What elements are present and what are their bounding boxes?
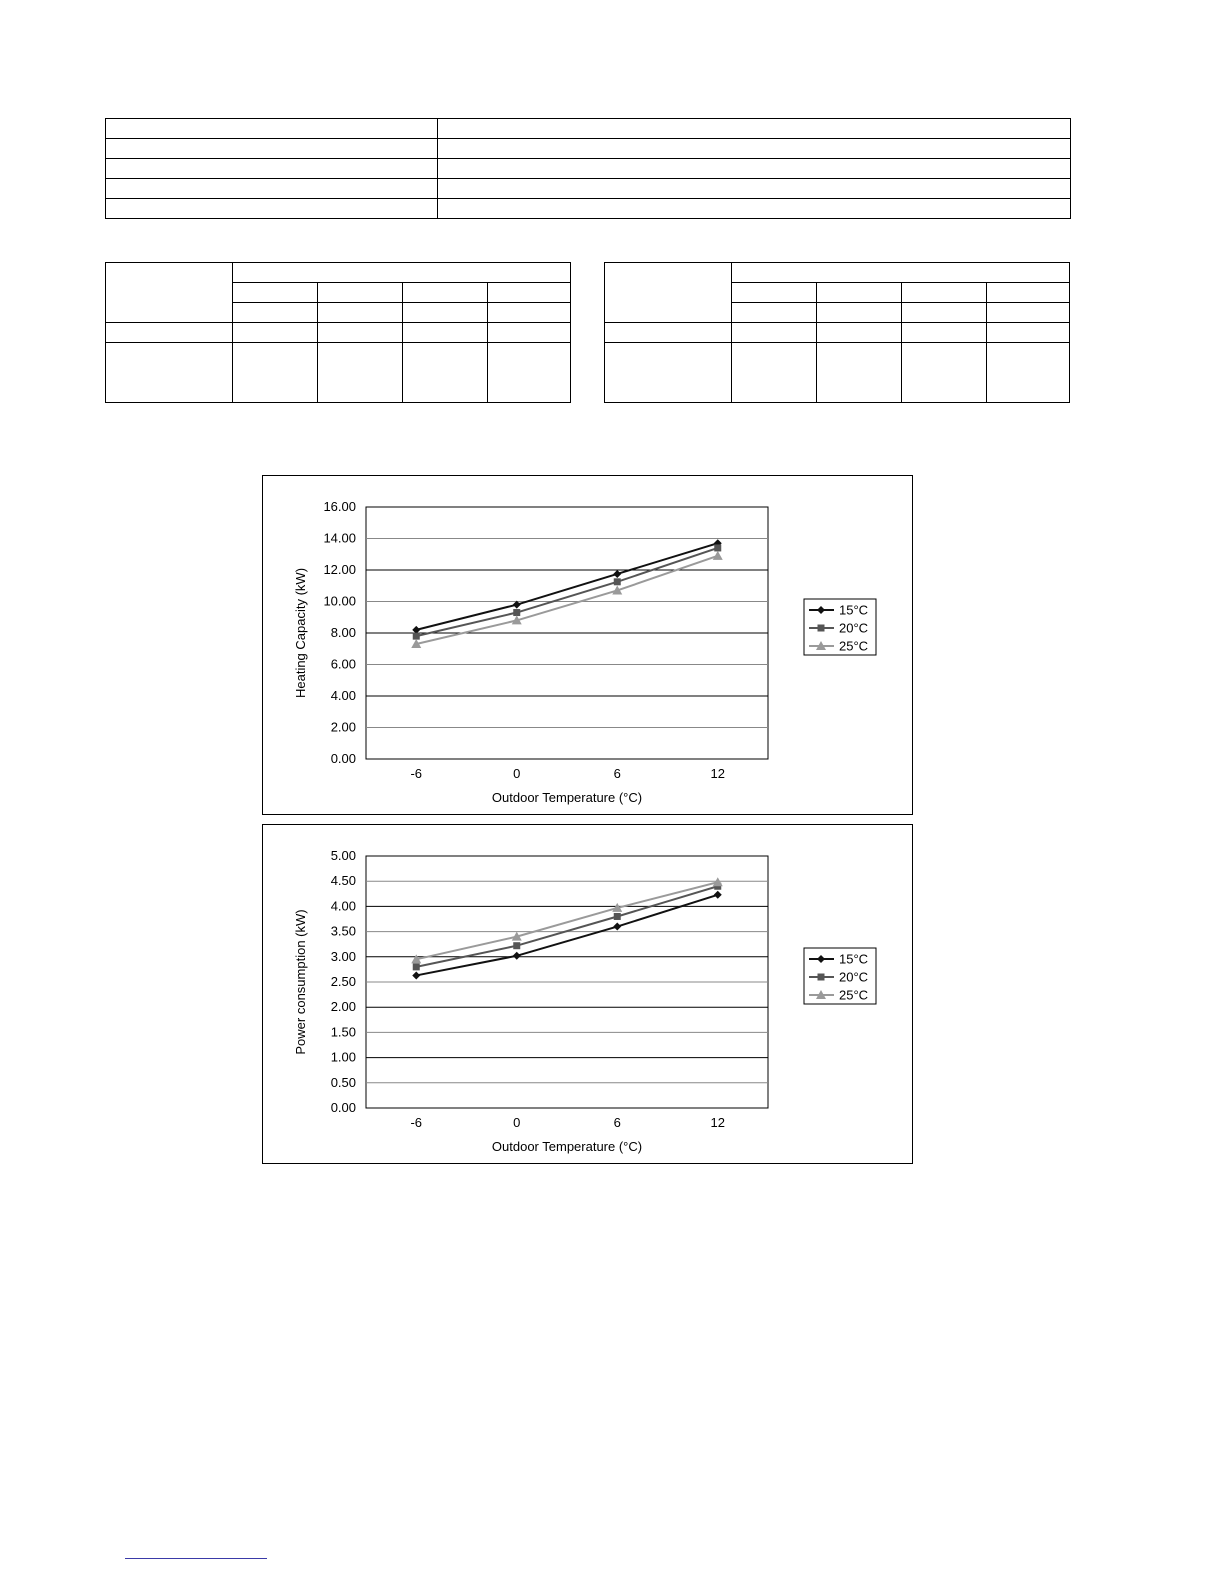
y-tick-label: 1.00	[330, 1049, 356, 1065]
legend-marker	[818, 974, 825, 981]
data-point	[413, 963, 420, 970]
y-tick-label: 16.00	[323, 499, 356, 514]
table-cell	[902, 283, 987, 303]
x-tick-label: 12	[710, 766, 725, 781]
x-axis-label: Outdoor Temperature (°C)	[491, 1139, 643, 1154]
y-tick-label: 2.00	[330, 999, 356, 1015]
y-tick-label: 4.00	[330, 898, 356, 914]
y-tick-label: 6.00	[330, 656, 356, 672]
table-cell	[488, 323, 571, 343]
y-tick-label: 4.50	[330, 873, 356, 889]
y-tick-label: 2.00	[330, 719, 356, 735]
table-cell	[732, 303, 817, 323]
y-axis-label: Power consumption (kW)	[293, 909, 308, 1055]
footer-link-underline	[125, 1558, 267, 1559]
table-cell	[902, 343, 987, 403]
table-cell	[732, 283, 817, 303]
table-cell	[438, 159, 1071, 179]
table-cell	[438, 119, 1071, 139]
table-cell	[438, 179, 1071, 199]
x-tick-label: 0	[513, 766, 521, 781]
table-cell	[403, 303, 488, 323]
table-cell	[233, 323, 318, 343]
legend-label: 20°C	[839, 969, 869, 985]
y-tick-label: 2.50	[330, 974, 356, 989]
table-cell	[732, 263, 1070, 283]
table-cell	[233, 303, 318, 323]
data-point	[714, 544, 721, 551]
y-tick-label: 12.00	[323, 562, 356, 577]
table-cell	[106, 139, 438, 159]
legend-label: 20°C	[839, 620, 869, 636]
table-row	[106, 343, 571, 403]
power-consumption-chart-svg	[263, 825, 914, 1165]
x-tick-label: 12	[710, 1115, 725, 1130]
table-row	[106, 323, 571, 343]
table-cell	[403, 343, 488, 403]
table-cell	[817, 323, 902, 343]
data-point	[614, 913, 621, 920]
data-point	[413, 633, 420, 640]
table-row	[605, 343, 1070, 403]
table-row	[605, 323, 1070, 343]
legend-label: 15°C	[839, 951, 869, 967]
table-cell	[403, 283, 488, 303]
table-cell	[817, 343, 902, 403]
table-cell	[233, 343, 318, 403]
y-tick-label: 14.00	[323, 530, 356, 546]
table-cell	[987, 303, 1070, 323]
table-cell	[817, 303, 902, 323]
legend-marker	[818, 625, 825, 632]
legend-label: 25°C	[839, 987, 869, 1003]
table-cell	[106, 119, 438, 139]
table-cell	[732, 323, 817, 343]
y-tick-label: 3.50	[330, 923, 356, 939]
table-cell	[438, 199, 1071, 219]
table-cell	[318, 323, 403, 343]
table-cell	[318, 343, 403, 403]
spec-table	[105, 118, 1071, 219]
table-cell	[605, 343, 732, 403]
y-tick-label: 10.00	[323, 593, 356, 609]
data-point	[513, 942, 520, 949]
y-tick-label: 8.00	[330, 625, 356, 640]
table-cell	[902, 323, 987, 343]
x-tick-label: -6	[410, 766, 423, 781]
x-tick-label: -6	[410, 1115, 423, 1130]
y-tick-label: 3.00	[330, 948, 356, 964]
y-axis-label: Heating Capacity (kW)	[293, 567, 308, 699]
y-tick-label: 4.00	[330, 688, 356, 703]
table-row	[106, 139, 1071, 159]
y-tick-label: 0.00	[330, 1100, 356, 1115]
table-cell	[318, 283, 403, 303]
table-cell	[106, 159, 438, 179]
table-row	[106, 179, 1071, 199]
table-cell	[605, 323, 732, 343]
table-row	[106, 119, 1071, 139]
table-cell	[106, 263, 233, 323]
table-cell	[987, 343, 1070, 403]
table-cell	[233, 283, 318, 303]
legend-label: 25°C	[839, 638, 869, 654]
table-cell	[902, 303, 987, 323]
table-cell	[106, 179, 438, 199]
data-point	[513, 609, 520, 616]
right-condition-table	[604, 262, 1070, 403]
table-cell	[488, 303, 571, 323]
y-tick-label: 0.00	[330, 751, 356, 766]
x-tick-label: 6	[613, 1115, 621, 1130]
power-consumption-chart	[262, 824, 913, 1164]
heating-capacity-chart	[262, 475, 913, 815]
table-cell	[987, 323, 1070, 343]
table-cell	[987, 283, 1070, 303]
table-row	[106, 199, 1071, 219]
x-tick-label: 6	[613, 766, 621, 781]
table-row	[106, 159, 1071, 179]
heating-capacity-chart-svg	[263, 476, 914, 816]
table-cell	[106, 323, 233, 343]
table-cell	[318, 303, 403, 323]
table-cell	[438, 139, 1071, 159]
y-tick-label: 0.50	[330, 1074, 356, 1090]
table-cell	[488, 283, 571, 303]
legend-label: 15°C	[839, 602, 869, 618]
table-cell	[817, 283, 902, 303]
data-point	[614, 578, 621, 585]
table-cell	[106, 199, 438, 219]
table-row	[106, 263, 571, 283]
table-cell	[106, 343, 233, 403]
table-cell	[732, 343, 817, 403]
x-axis-label: Outdoor Temperature (°C)	[491, 790, 643, 805]
y-tick-label: 5.00	[330, 848, 356, 863]
table-cell	[403, 323, 488, 343]
table-cell	[488, 343, 571, 403]
y-tick-label: 1.50	[330, 1024, 356, 1040]
x-tick-label: 0	[513, 1115, 521, 1130]
table-cell	[605, 263, 732, 323]
table-row	[605, 263, 1070, 283]
table-cell	[233, 263, 571, 283]
left-condition-table	[105, 262, 571, 403]
